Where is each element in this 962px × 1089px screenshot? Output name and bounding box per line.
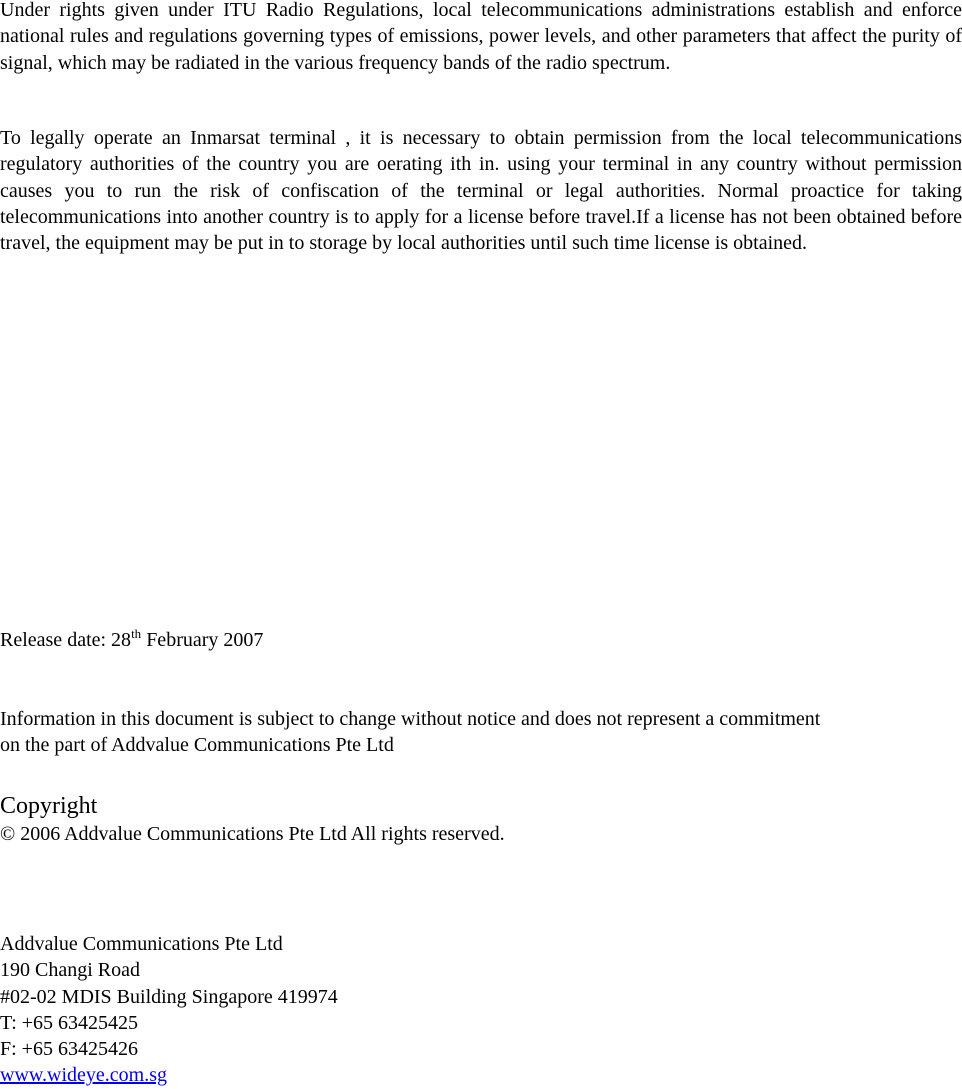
- company-building: #02-02 MDIS Building Singapore 419974: [0, 985, 338, 1008]
- release-date: [0, 627, 263, 653]
- regulations-paragraph: Under rights given under ITU Radio Regulations, local telecommunications administrations establish and enforce national rules and regulations governing types of emissions, power levels, and other parameters that affect the purity of signal, which may be radiated in the various frequency bands of the radio spectrum.: [0, 0, 962, 74]
- change-notice-line-1: Information in this document is subject to change without notice and does not represent a commitment: [0, 708, 821, 730]
- permission-paragraph: To legally operate an Inmarsat terminal , it is necessary to obtain permission from the local telecommunications regulatory authorities of the country you are oerating ith in. using your terminal in any country without permission causes you to run the risk of confiscation of the terminal or legal authorities. Normal proactice for taking telecommunications into another country is to apply for a license before travel.If a license has not been obtained before travel, the equipment may be put in to storage by local authorities until such time license is obtained.: [0, 127, 962, 255]
- release-date-label: Release date: 28: [0, 629, 132, 651]
- company-fax: F: +65 63425426: [0, 1038, 138, 1061]
- release-date-month-year: February 2007: [141, 629, 264, 651]
- change-notice: [0, 706, 962, 759]
- website-link[interactable]: www.wideye.com.sg: [0, 1064, 168, 1087]
- copyright-statement: © 2006 Addvalue Communications Pte Ltd All rights reserved.: [0, 823, 505, 845]
- copyright-heading: Copyright: [0, 793, 98, 819]
- company-name: Addvalue Communications Pte Ltd: [0, 933, 283, 955]
- company-phone: T: +65 63425425: [0, 1011, 139, 1034]
- release-date-suffix: th: [131, 626, 142, 641]
- company-address: [0, 931, 338, 1089]
- company-street: 190 Changi Road: [0, 959, 140, 982]
- change-notice-line-2: on the part of Addvalue Communications Pte Ltd: [0, 734, 394, 757]
